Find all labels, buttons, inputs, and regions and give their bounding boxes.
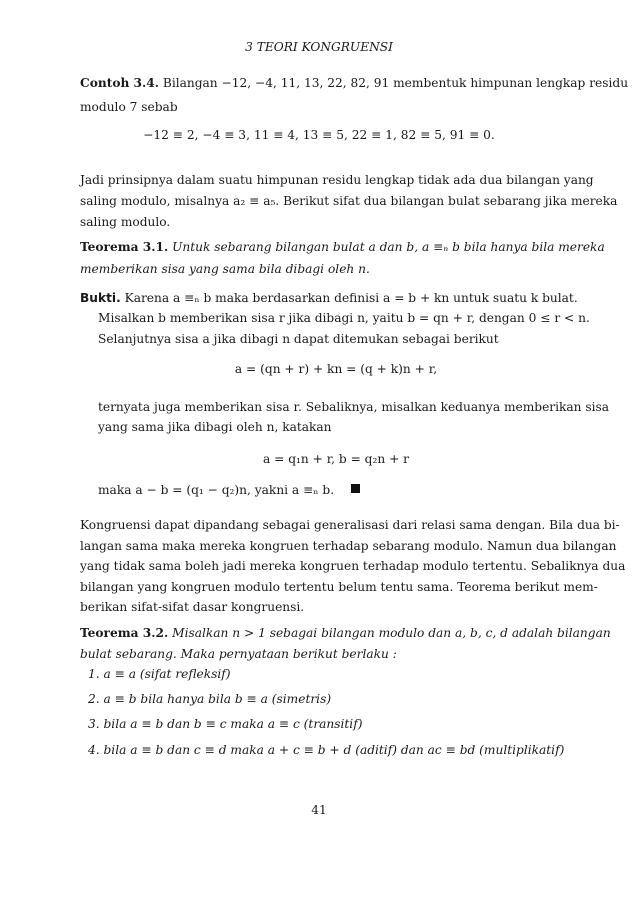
proof-line-3: Selanjutnya sisa a jika dibagi n dapat ditemukan sebagai berikut xyxy=(98,332,499,346)
proof-line-6: maka a − b = (q₁ − q₂)n, yakni a ≡ₙ b. xyxy=(98,483,335,497)
list-item: 4. bila a ≡ b dan c ≡ d maka a + c ≡ b + d (aditif) dan ac ≡ bd (multiplikatif) xyxy=(88,743,565,757)
proof-line-1 xyxy=(80,291,578,305)
proof-line-2: Misalkan b memberikan sisa r jika dibagi n, yaitu b = qn + r, dengan 0 ≤ r < n. xyxy=(98,311,590,325)
list-item: 3. bila a ≡ b dan b ≡ c maka a ≡ c (transitif) xyxy=(88,717,363,731)
theorem31-label: Teorema 3.1. xyxy=(80,240,169,254)
theorem31-line-2: memberikan sisa yang sama bila dibagi oleh n. xyxy=(80,262,370,276)
theorem32-label: Teorema 3.2. xyxy=(80,626,169,640)
para2-line-1: Kongruensi dapat dipandang sebagai generalisasi dari relasi sama dengan. Bila dua bi- xyxy=(80,518,620,532)
para1-line-2: saling modulo, misalnya a₂ ≡ a₅. Berikut sifat dua bilangan bulat sebarang jika mereka xyxy=(80,194,618,208)
list-item: 1. a ≡ a (sifat refleksif) xyxy=(88,667,231,681)
example-line-1 xyxy=(80,76,629,90)
para2-line-5: berikan sifat-sifat dasar kongruensi. xyxy=(80,600,305,614)
running-header: 3 TEORI KONGRUENSI xyxy=(245,40,393,54)
para2-line-3: yang tidak sama boleh jadi mereka kongruen terhadap modulo tertentu. Sebaliknya dua xyxy=(80,559,626,573)
theorem31-text: Untuk sebarang bilangan bulat a dan b, a ≡ₙ b bila hanya bila mereka xyxy=(172,240,605,254)
proof-label: Bukti. xyxy=(80,291,121,305)
theorem32-line-1 xyxy=(80,626,611,640)
para2-line-2: langan sama maka mereka kongruen terhadap sebarang modulo. Namun dua bilangan xyxy=(80,539,617,553)
theorem32-line-2: bulat sebarang. Maka pernyataan berikut berlaku : xyxy=(80,647,397,661)
example-equation: −12 ≡ 2, −4 ≡ 3, 11 ≡ 4, 13 ≡ 5, 22 ≡ 1, 82 ≡ 5, 91 ≡ 0. xyxy=(143,128,495,142)
list-item: 2. a ≡ b bila hanya bila b ≡ a (simetris) xyxy=(88,692,332,706)
para1-line-3: saling modulo. xyxy=(80,215,171,229)
example-label: Contoh 3.4. xyxy=(80,76,159,90)
para2-line-4: bilangan yang kongruen modulo tertentu belum tentu sama. Teorema berikut mem- xyxy=(80,580,598,594)
theorem31-line-1 xyxy=(80,240,605,254)
qed-square-icon xyxy=(351,484,360,493)
example-line-2: modulo 7 sebab xyxy=(80,100,178,114)
proof-text: Karena a ≡ₙ b maka berdasarkan definisi a = b + kn untuk suatu k bulat. xyxy=(124,291,578,305)
para1-line-1: Jadi prinsipnya dalam suatu himpunan residu lengkap tidak ada dua bilangan yang xyxy=(80,173,594,187)
proof-line-4: ternyata juga memberikan sisa r. Sebaliknya, misalkan keduanya memberikan sisa xyxy=(98,400,610,414)
proof-equation-1: a = (qn + r) + kn = (q + k)n + r, xyxy=(234,362,438,376)
proof-equation-2: a = q₁n + r, b = q₂n + r xyxy=(262,452,410,466)
example-text: Bilangan −12, −4, 11, 13, 22, 82, 91 membentuk himpunan lengkap residu xyxy=(162,76,629,90)
page-number: 41 xyxy=(311,803,327,817)
theorem32-text: Misalkan n > 1 sebagai bilangan modulo dan a, b, c, d adalah bilangan xyxy=(172,626,611,640)
proof-line-5: yang sama jika dibagi oleh n, katakan xyxy=(98,420,332,434)
